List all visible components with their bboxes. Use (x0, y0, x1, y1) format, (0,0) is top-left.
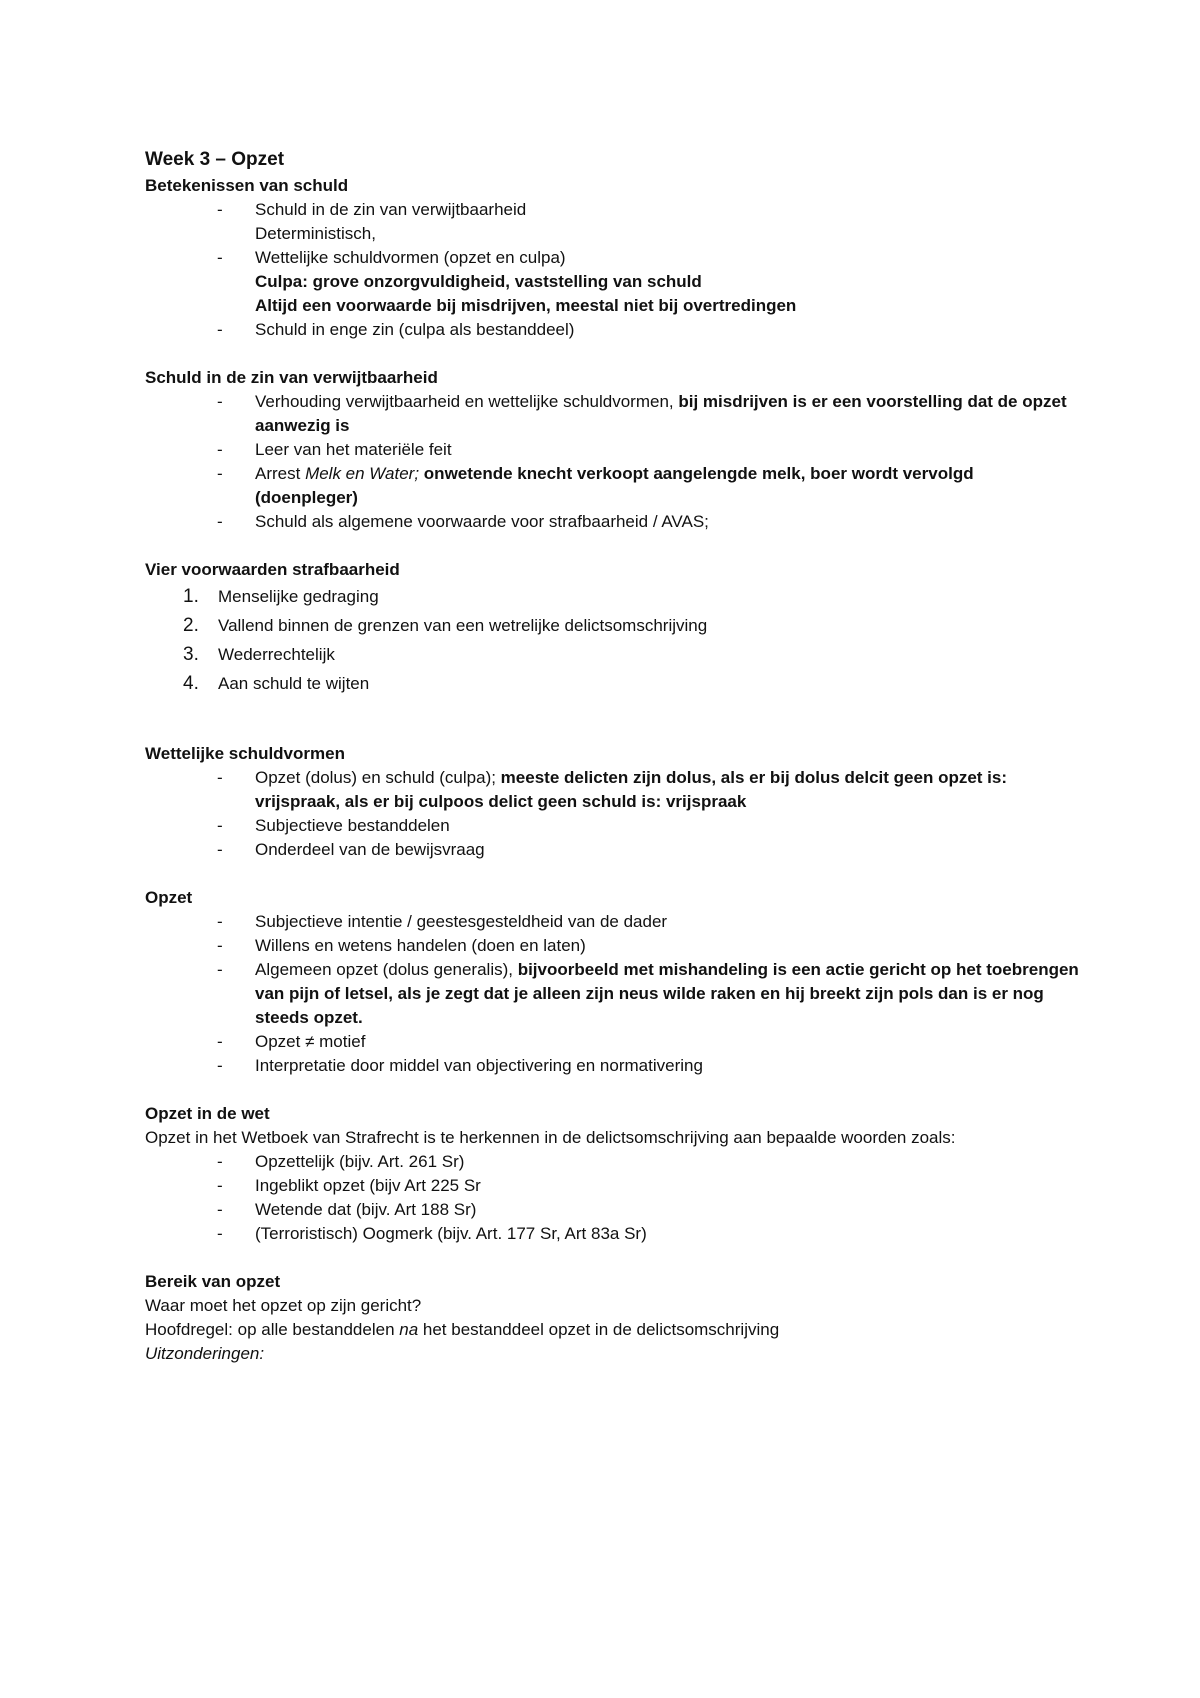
spacer (145, 698, 1080, 742)
list-item-italic-text: Melk en Water; (305, 464, 420, 483)
text-segment: het bestanddeel opzet in de delictsomschrijving (418, 1320, 780, 1339)
list-item-text: Arrest (255, 464, 306, 483)
spacer (145, 342, 1080, 366)
list-item (145, 838, 1080, 862)
list-item (145, 318, 1080, 342)
heading-wet: Opzet in de wet (145, 1104, 270, 1123)
list-item-text: Vallend binnen de grenzen van een wetrelijke delictsomschrijving (218, 616, 708, 635)
heading-opzet: Opzet (145, 888, 193, 907)
bullet-dash: - (217, 1032, 223, 1051)
list-item (145, 1030, 1080, 1054)
document-title: Week 3 – Opzet (145, 149, 285, 170)
list-item-continuation: Altijd een voorwaarde bij misdrijven, meestal niet bij overtredingen (255, 296, 797, 315)
list-item (145, 766, 1080, 814)
list-item-text: Wederrechtelijk (218, 645, 335, 664)
list-item-continuation: Culpa: grove onzorgvuldigheid, vaststelling van schuld (255, 272, 702, 291)
bullet-dash: - (217, 392, 223, 411)
list-item-text: Verhouding verwijtbaarheid en wettelijke schuldvormen, (255, 392, 679, 411)
bullet-dash: - (217, 840, 223, 859)
list-voorwaarden (145, 582, 1080, 698)
spacer (145, 1078, 1080, 1102)
list-item (145, 640, 1080, 669)
list-item-text: Menselijke gedraging (218, 587, 379, 606)
list-number: 4. (183, 673, 199, 694)
list-item-text: Opzet (dolus) en schuld (culpa); (255, 768, 501, 787)
list-item-bold-text: meeste delicten zijn dolus, als er bij dolus delcit geen opzet is: vrijspraak, als er bij culpoos delict geen schuld is: vrijspraak (255, 768, 1008, 811)
bullet-dash: - (217, 512, 223, 531)
list-item-text: Onderdeel van de bewijsvraag (255, 840, 485, 859)
list-item-text: Algemeen opzet (dolus generalis), (255, 960, 518, 979)
paragraph-bereik-hoofdregel (145, 1318, 1080, 1342)
list-item (145, 462, 1080, 510)
list-item-text: Wetende dat (bijv. Art 188 Sr) (255, 1200, 477, 1219)
spacer (145, 862, 1080, 886)
list-item (145, 1174, 1080, 1198)
paragraph-wet-intro: Opzet in het Wetboek van Strafrecht is te herkennen in de delictsomschrijving aan bepaalde woorden zoals: (145, 1128, 956, 1147)
list-item-bold-text: bijvoorbeeld met mishandeling is een actie gericht op het toebrengen van pijn of letsel, als je zegt dat je alleen zijn neus wilde raken en hij breekt zijn pols dan is er nog steeds opzet. (255, 960, 1079, 1027)
bullet-dash: - (217, 960, 223, 979)
heading-betekenissen: Betekenissen van schuld (145, 176, 349, 195)
list-item-continuation: Deterministisch, (255, 224, 376, 243)
bullet-dash: - (217, 200, 223, 219)
bullet-dash: - (217, 320, 223, 339)
list-item (145, 1222, 1080, 1246)
list-item-text: Opzettelijk (bijv. Art. 261 Sr) (255, 1152, 465, 1171)
list-item-bold-text: onwetende knecht verkoopt aangelengde melk, boer wordt vervolgd (doenpleger) (255, 464, 974, 507)
list-item-text: Ingeblikt opzet (bijv Art 225 Sr (255, 1176, 481, 1195)
bullet-dash: - (217, 440, 223, 459)
list-item (145, 934, 1080, 958)
bullet-dash: - (217, 1176, 223, 1195)
bullet-dash: - (217, 464, 223, 483)
list-item (145, 390, 1080, 438)
list-item (145, 246, 1080, 318)
list-item (145, 958, 1080, 1030)
list-item (145, 611, 1080, 640)
list-item-text: (Terroristisch) Oogmerk (bijv. Art. 177 Sr, Art 83a Sr) (255, 1224, 647, 1243)
heading-schuldvormen: Wettelijke schuldvormen (145, 744, 345, 763)
list-wet (145, 1150, 1080, 1246)
text-segment: Hoofdregel: op alle bestanddelen (145, 1320, 400, 1339)
spacer (145, 1246, 1080, 1270)
bullet-dash: - (217, 1056, 223, 1075)
list-item (145, 669, 1080, 698)
list-number: 1. (183, 586, 199, 607)
list-betekenissen (145, 198, 1080, 342)
list-item-text: Subjectieve bestanddelen (255, 816, 450, 835)
bullet-dash: - (217, 1200, 223, 1219)
list-item-text: Subjectieve intentie / geestesgesteldheid van de dader (255, 912, 668, 931)
list-item-text: Wettelijke schuldvormen (opzet en culpa) (255, 248, 566, 267)
list-item (145, 1054, 1080, 1078)
list-schuldvormen (145, 766, 1080, 862)
list-verwijtbaarheid (145, 390, 1080, 534)
list-number: 2. (183, 615, 199, 636)
list-item (145, 814, 1080, 838)
bullet-dash: - (217, 1224, 223, 1243)
list-item-text: Leer van het materiële feit (255, 440, 452, 459)
list-item (145, 1150, 1080, 1174)
list-item (145, 1198, 1080, 1222)
list-opzet (145, 910, 1080, 1078)
list-item (145, 910, 1080, 934)
bullet-dash: - (217, 1152, 223, 1171)
list-item-text: Schuld als algemene voorwaarde voor strafbaarheid / AVAS; (255, 512, 709, 531)
heading-voorwaarden: Vier voorwaarden strafbaarheid (145, 560, 400, 579)
list-item (145, 198, 1080, 246)
heading-verwijtbaarheid: Schuld in de zin van verwijtbaarheid (145, 368, 438, 387)
bullet-dash: - (217, 816, 223, 835)
list-item (145, 438, 1080, 462)
list-item-text: Schuld in de zin van verwijtbaarheid (255, 200, 527, 219)
paragraph-bereik-question: Waar moet het opzet op zijn gericht? (145, 1296, 422, 1315)
list-item-text: Willens en wetens handelen (doen en laten) (255, 936, 586, 955)
bullet-dash: - (217, 912, 223, 931)
list-item-text: Schuld in enge zin (culpa als bestanddeel) (255, 320, 575, 339)
bullet-dash: - (217, 936, 223, 955)
list-item (145, 582, 1080, 611)
heading-bereik: Bereik van opzet (145, 1272, 281, 1291)
list-number: 3. (183, 644, 199, 665)
list-item-bold-text: bij misdrijven is er een voorstelling dat de opzet aanwezig is (255, 392, 1067, 435)
bullet-dash: - (217, 248, 223, 267)
paragraph-uitzonderingen: Uitzonderingen: (145, 1344, 265, 1363)
list-item (145, 510, 1080, 534)
list-item-text: Interpretatie door middel van objectivering en normativering (255, 1056, 703, 1075)
spacer (145, 534, 1080, 558)
text-segment-italic: na (399, 1320, 419, 1339)
list-item-text: Opzet ≠ motief (255, 1032, 366, 1051)
bullet-dash: - (217, 768, 223, 787)
list-item-text: Aan schuld te wijten (218, 674, 370, 693)
